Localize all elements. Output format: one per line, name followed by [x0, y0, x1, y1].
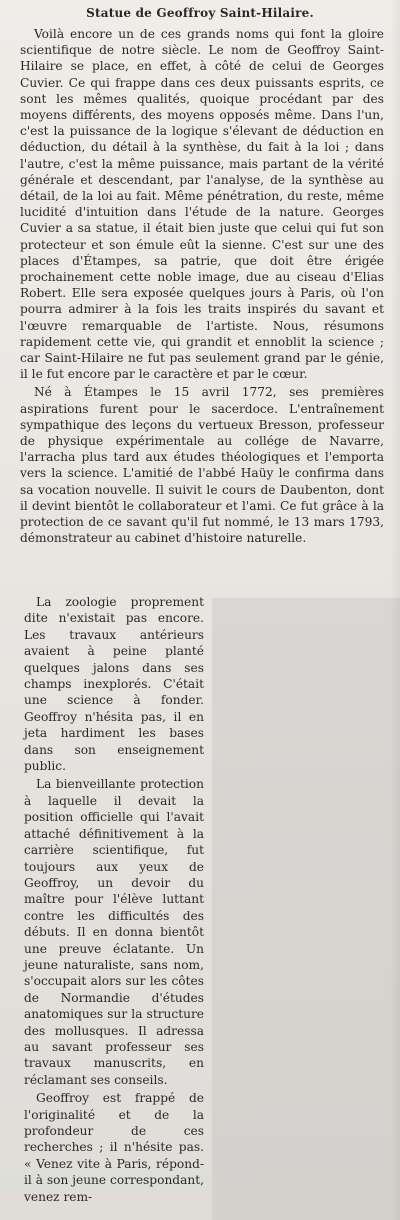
article-title: Statue de Geoffroy Saint-Hilaire.	[86, 6, 314, 20]
paragraph-intro: Voilà encore un de ces grands noms qui font la gloire scientifique de notre siècle. Le nom de Geoffroy Saint-Hilaire se place, en effet, à côté de celui de Georges Cuvier. Ce qui frappe dans ces deux puissants esprits, ce sont les mêmes qualités, quoique procédant par des moyens différents, des moyens opposés même. Dans l'un, c'est la puissance de la logique s'élevant de déduction en déduction, du détail à la synthèse, du fait à la loi ; dans l'autre, c'est la même puissance, mais partant de la vérité générale et descendant, par l'analyse, de la synthèse au détail, de la loi au fait. Même pénétration, du reste, même lucidité d'intuition dans l'étude de la nature. Georges Cuvier a sa statue, il était bien juste que celui qui fut son protecteur et son émule eût la sienne. C'est sur une des places d'Étampes, sa patrie, que doit être érigée prochainement cette noble image, due au ciseau d'Elias Robert. Elle sera exposée quelques jours à Paris, où l'on pourra admirer à la fois les traits inspirés du savant et l'œuvre remarquable de l'artiste. Nous, résumons rapidement cette vie, qui grandit et ennoblit la science ; car Saint-Hilaire ne fut pas seulement grand par le génie, il le fut encore par le caractère et par le cœur.	[20, 27, 384, 382]
paragraph-biography: Né à Étampes le 15 avril 1772, ses premières aspirations furent pour le sacerdoce. L'entraînement sympathique des leçons du vertueux Bresson, professeur de physique expérimentale au collége de Navarre, l'arracha plus tard aux études théologiques et l'emporta vers la science. L'amitié de l'abbé Haüy le confirma dans sa vocation nouvelle. Il suivit le cours de Daubenton, dont il devint bientôt le collaborateur et l'ami. Ce fut grâce à la protection de ce savant qu'il fut nommé, le 13 mars 1793, démonstrateur au cabinet d'histoire naturelle.	[20, 385, 384, 546]
illustration-area	[212, 598, 400, 1220]
page-edge-shadow	[390, 0, 400, 1220]
full-width-column	[20, 26, 384, 547]
paragraph-protection: La bienveillante protection à laquelle il devait la position officielle qui l'avait attaché définitivement à la carrière scientifique, fut toujours aux yeux de Geoffroy, un devoir du maître pour l'élève luttant contre les difficultés des débuts. Il en donna bientôt une preuve éclatante. Un jeune naturaliste, sans nom, s'occupait alors sur les côtes de Normandie d'études anatomiques sur la structure des mollusques. Il adressa au savant professeur ses travaux manuscrits, en réclamant ses conseils.	[24, 777, 204, 1087]
narrow-column	[24, 594, 204, 1205]
paragraph-zoologie: La zoologie proprement dite n'existait pas encore. Les travaux antérieurs avaient à peine planté quelques jalons dans ses champs inexplorés. C'était une science à fonder. Geoffroy n'hésita pas, il en jeta hardiment les bases dans son enseignement public.	[24, 595, 204, 774]
paragraph-originalite: Geoffroy est frappé de l'originalité et de la profondeur de ces recherches ; il n'hésite pas. « Venez vite à Paris, répond-il à son jeune correspondant, venez rem-	[24, 1091, 204, 1204]
